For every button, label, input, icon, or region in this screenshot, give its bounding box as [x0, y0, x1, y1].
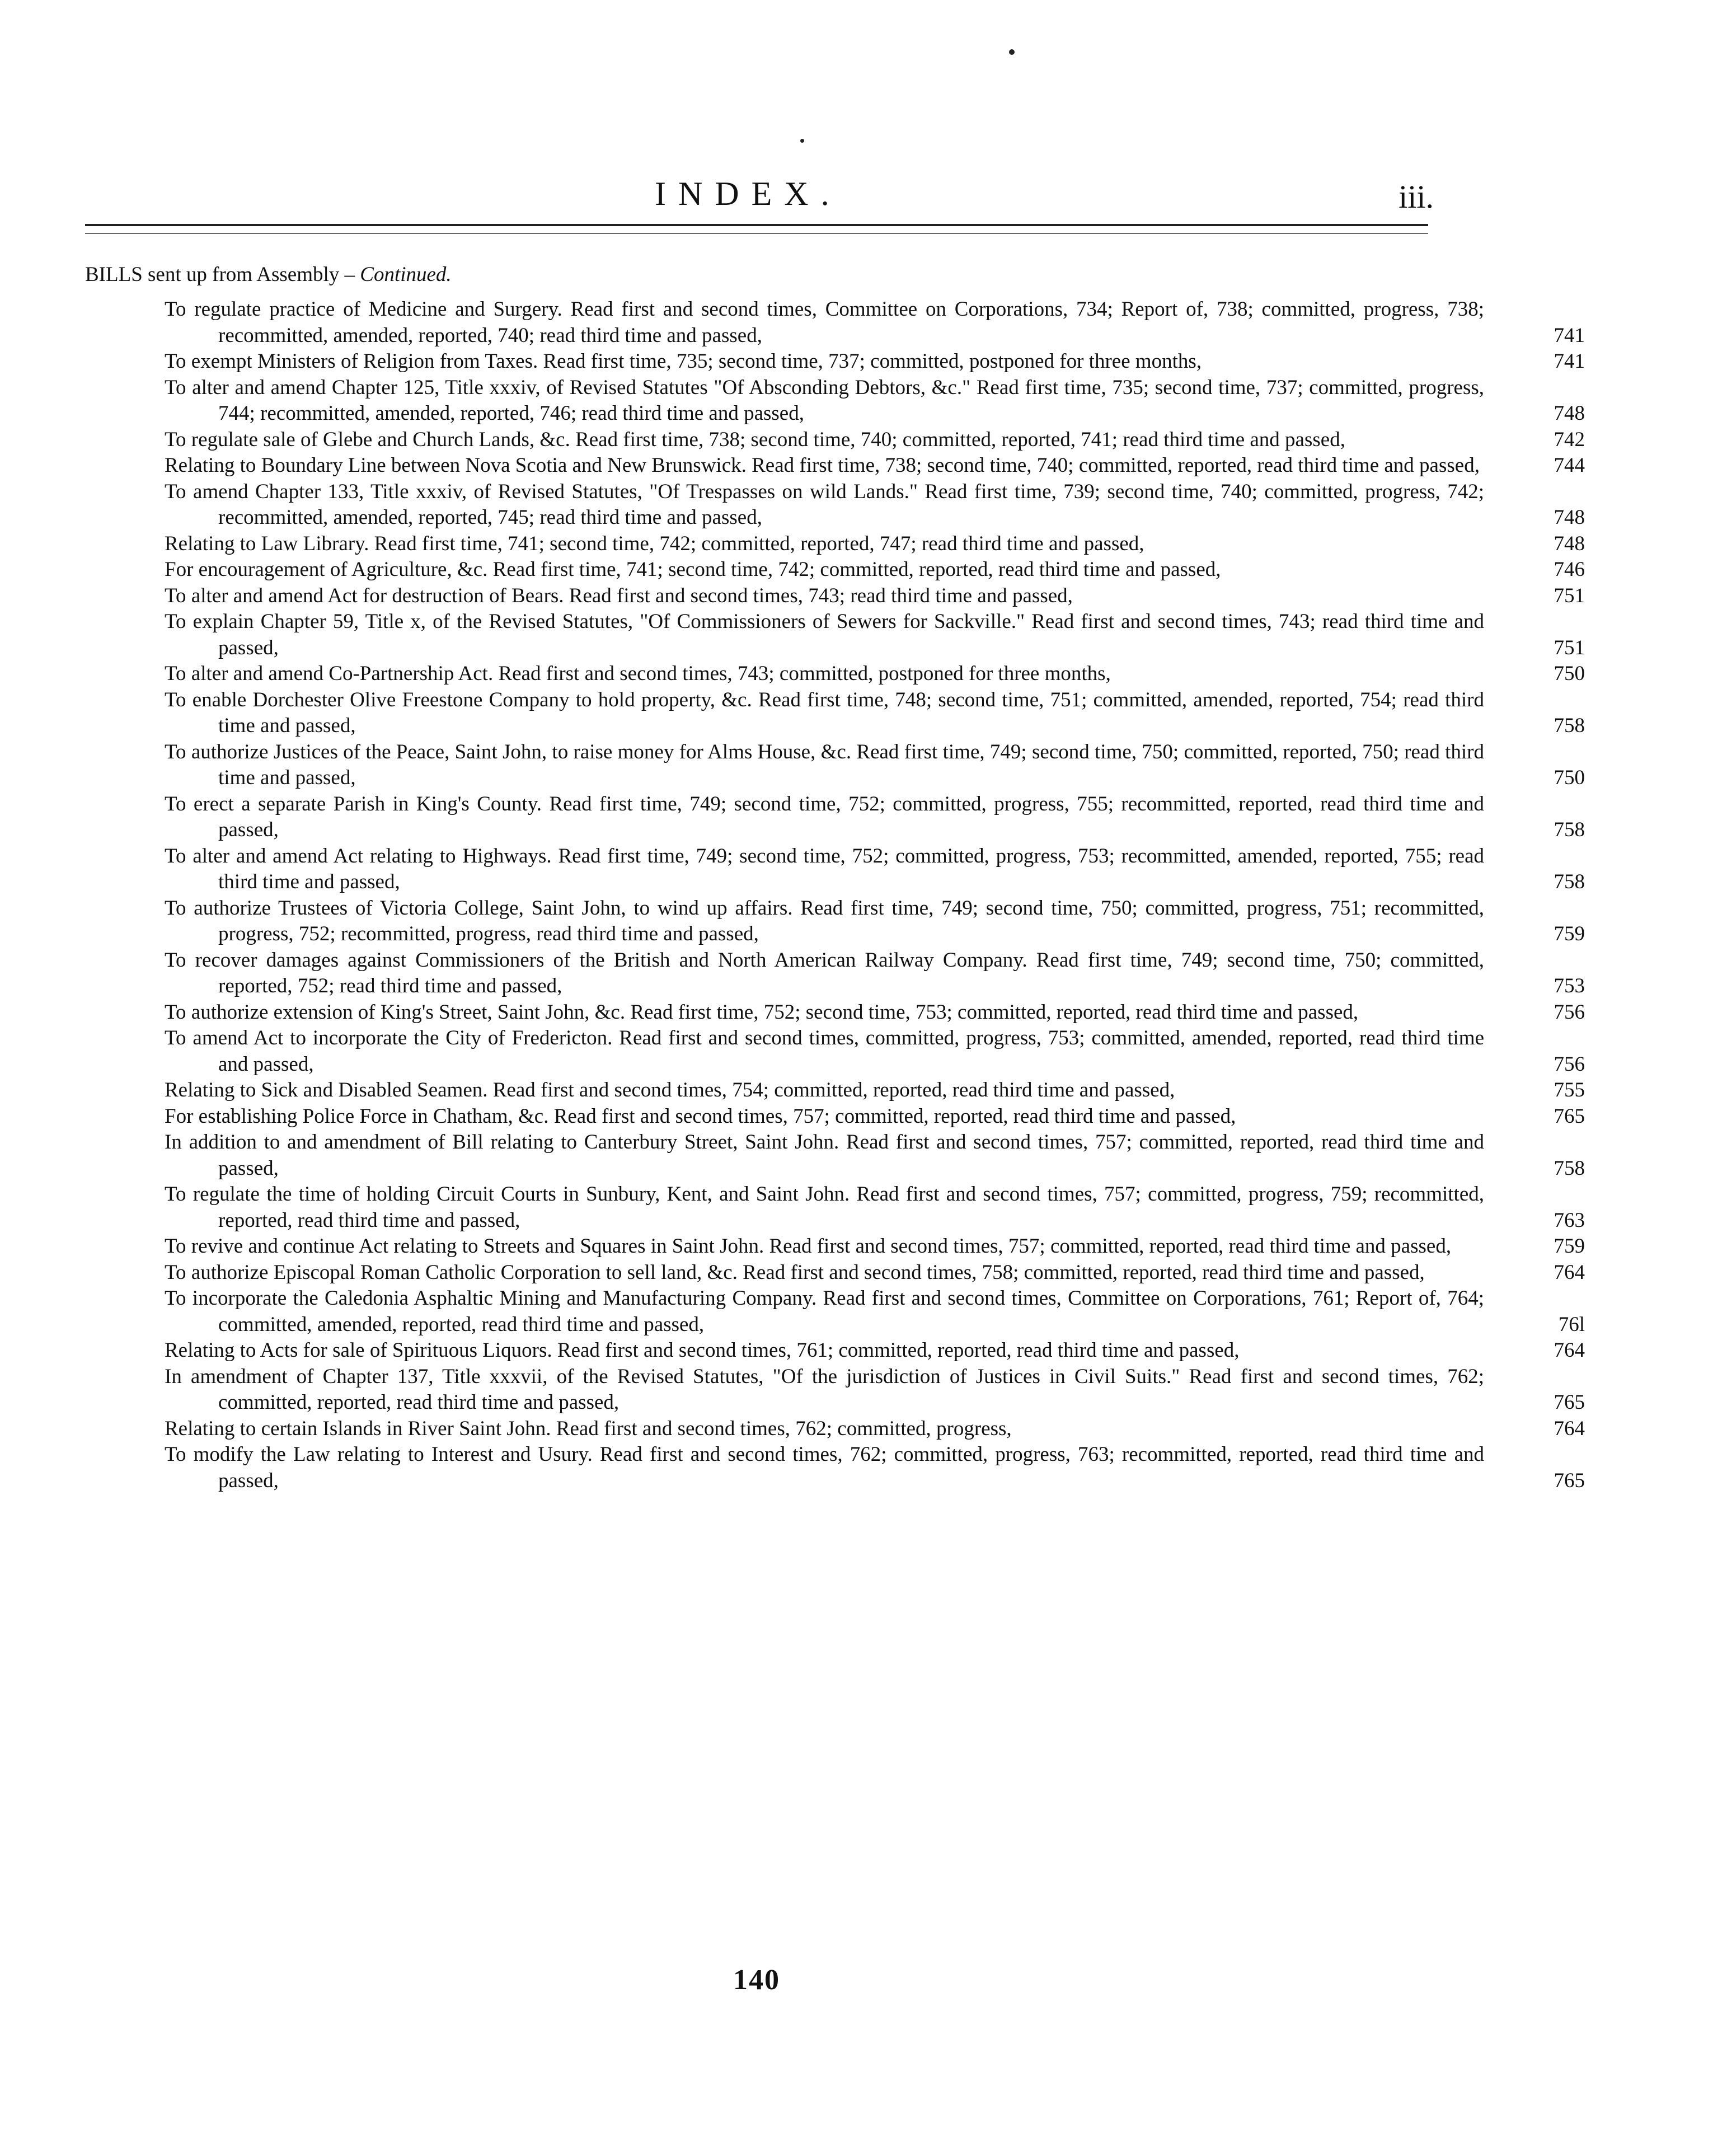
entry-page-number: 753 [1554, 974, 1585, 997]
header-rule [85, 224, 1428, 226]
entry-text: To alter and amend Chapter 125, Title xxxiv, of Revised Statutes "Of Absconding Debtors, &c." Read first time, 735; second time, 737; committed, progress, 744; recommitted, amended, reported, 746; read third time and passed, [165, 376, 1484, 425]
entry-text: To amend Chapter 133, Title xxxiv, of Revised Statutes, "Of Trespasses on wild Lands." Read first time, 739; second time, 740; committed, progress, 742; recommitted, amended, reported, 745; read third time and passed, [165, 480, 1484, 529]
entry-text: Relating to certain Islands in River Saint John. Read first and second times, 762; committed, progress, [165, 1417, 1012, 1440]
index-entry [165, 297, 1585, 349]
entry-page-number: 756 [1554, 1000, 1585, 1024]
entry-page-number: 764 [1554, 1339, 1585, 1362]
index-entry [165, 349, 1585, 375]
page-folio: 140 [733, 1964, 780, 1996]
index-entry [165, 661, 1585, 687]
entry-page-number: 765 [1554, 1391, 1585, 1414]
index-entry [165, 531, 1585, 557]
entry-page-number: 758 [1554, 1156, 1585, 1180]
entry-page-number: 755 [1554, 1079, 1585, 1102]
entry-page-number: 76l [1558, 1313, 1585, 1336]
entry-page-number: 763 [1554, 1208, 1585, 1232]
entry-page-number: 750 [1554, 766, 1585, 789]
ink-speck [800, 139, 804, 143]
entry-page-number: 758 [1554, 818, 1585, 841]
index-entry [165, 843, 1585, 896]
ink-speck [1009, 49, 1015, 55]
entry-page-number: 764 [1554, 1417, 1585, 1440]
index-entry [165, 427, 1585, 453]
entry-text: To alter and amend Act relating to Highways. Read first time, 749; second time, 752; committed, progress, 753; recommitted, amended, reported, 755; read third time and passed, [165, 844, 1484, 893]
index-entry [165, 948, 1585, 1000]
index-entry [165, 479, 1585, 531]
entry-text: Relating to Sick and Disabled Seamen. Read first and second times, 754; committed, reported, read third time and passed, [165, 1079, 1175, 1102]
entry-text: For encouragement of Agriculture, &c. Read first time, 741; second time, 742; committed, reported, read third time and passed, [165, 558, 1221, 581]
index-entry [165, 609, 1585, 661]
entry-page-number: 756 [1554, 1052, 1585, 1076]
index-entry [165, 739, 1585, 791]
entry-page-number: 758 [1554, 870, 1585, 893]
entry-page-number: 765 [1554, 1469, 1585, 1492]
index-entry [165, 791, 1585, 843]
continued-label: Continued. [360, 263, 452, 286]
entry-page-number: 742 [1554, 428, 1585, 451]
page-header [0, 168, 1727, 229]
page-number-roman: iii. [1399, 179, 1434, 215]
index-entry [165, 1182, 1585, 1234]
entry-text: To regulate practice of Medicine and Surgery. Read first and second times, Committee on Corporations, 734; Report of, 738; committed, progress, 738; recommitted, amended, reported, 740; read third time and passed, [165, 298, 1484, 347]
entry-text: Relating to Boundary Line between Nova Scotia and New Brunswick. Read first time, 738; second time, 740; committed, reported, read third time and passed, [165, 454, 1480, 477]
index-entry [165, 687, 1585, 739]
entry-page-number: 765 [1554, 1104, 1585, 1128]
entry-text: To exempt Ministers of Religion from Taxes. Read first time, 735; second time, 737; committed, postponed for three months, [165, 350, 1202, 373]
entry-text: Relating to Law Library. Read first time, 741; second time, 742; committed, reported, 747; read third time and passed, [165, 532, 1144, 555]
entry-page-number: 746 [1554, 558, 1585, 581]
entry-text: To regulate sale of Glebe and Church Lands, &c. Read first time, 738; second time, 740; committed, reported, 741; read third time and passed, [165, 428, 1345, 451]
entry-text: To amend Act to incorporate the City of Fredericton. Read first and second times, committed, progress, 753; committed, amended, reported, read third time and passed, [165, 1027, 1484, 1076]
entry-text: In addition to and amendment of Bill relating to Canterbury Street, Saint John. Read first and second times, 757; committed, reported, read third time and passed, [165, 1131, 1484, 1180]
entry-text: To incorporate the Caledonia Asphaltic Mining and Manufacturing Company. Read first and second times, Committee on Corporations, 761; Report of, 764; committed, amended, reported, read third time and passed, [165, 1287, 1484, 1336]
entry-page-number: 748 [1554, 506, 1585, 529]
page-title: INDEX. [655, 175, 842, 212]
index-entry [165, 557, 1585, 583]
entry-text: To explain Chapter 59, Title x, of the Revised Statutes, "Of Commissioners of Sewers for Sackville." Read first and second times, 743; read third time and passed, [165, 610, 1484, 659]
entry-page-number: 750 [1554, 662, 1585, 685]
index-entry [165, 1000, 1585, 1026]
entry-text: Relating to Acts for sale of Spirituous Liquors. Read first and second times, 761; committed, reported, read third time and passed, [165, 1339, 1240, 1362]
section-heading-text: BILLS sent up from Assembly – [85, 263, 355, 286]
entry-text: To revive and continue Act relating to Streets and Squares in Saint John. Read first and second times, 757; committed, reported, read third time and passed, [165, 1235, 1452, 1258]
entry-text: In amendment of Chapter 137, Title xxxvii, of the Revised Statutes, "Of the jurisdiction of Justices in Civil Suits." Read first and second times, 762; committed, reported, read third time and passed, [165, 1365, 1484, 1414]
entry-text: To authorize Justices of the Peace, Saint John, to raise money for Alms House, &c. Read first time, 749; second time, 750; committed, reported, 750; read third time and passed, [165, 740, 1484, 789]
index-entry [165, 1234, 1585, 1260]
index-entry [165, 1104, 1585, 1130]
index-entry [165, 1364, 1585, 1416]
entry-text: To authorize Episcopal Roman Catholic Corporation to sell land, &c. Read first and second times, 758; committed, reported, read third time and passed, [165, 1260, 1425, 1284]
index-entry [165, 1338, 1585, 1364]
index-entry [165, 1025, 1585, 1077]
entry-page-number: 751 [1554, 636, 1585, 659]
section-heading [85, 262, 452, 288]
index-entry [165, 1442, 1585, 1494]
index-entry [165, 896, 1585, 948]
entry-page-number: 764 [1554, 1260, 1585, 1284]
index-entry [165, 453, 1585, 479]
entry-text: To regulate the time of holding Circuit Courts in Sunbury, Kent, and Saint John. Read first and second times, 757; committed, progress, 759; recommitted, reported, read third time and passed, [165, 1183, 1484, 1232]
entry-page-number: 748 [1554, 402, 1585, 425]
entry-page-number: 741 [1554, 324, 1585, 347]
entry-page-number: 741 [1554, 350, 1585, 373]
entry-page-number: 759 [1554, 922, 1585, 945]
entry-text: To modify the Law relating to Interest and Usury. Read first and second times, 762; committed, progress, 763; recommitted, reported, read third time and passed, [165, 1443, 1484, 1492]
entry-page-number: 759 [1554, 1235, 1585, 1258]
index-entry [165, 1286, 1585, 1338]
index-entry [165, 1077, 1585, 1104]
index-entry [165, 1416, 1585, 1442]
entry-page-number: 744 [1554, 454, 1585, 477]
entry-text: To recover damages against Commissioners of the British and North American Railway Company. Read first time, 749; second time, 750; committed, reported, 752; read third time and passed, [165, 948, 1484, 997]
index-entry [165, 1260, 1585, 1286]
index-entry [165, 583, 1585, 610]
entry-text: To authorize Trustees of Victoria College, Saint John, to wind up affairs. Read first time, 749; second time, 750; committed, progress, 751; recommitted, progress, 752; recommitted, progress, read third time and passed, [165, 896, 1484, 945]
index-entry [165, 1129, 1585, 1182]
entry-text: To enable Dorchester Olive Freestone Company to hold property, &c. Read first time, 748; second time, 751; committed, amended, reported, 754; read third time and passed, [165, 688, 1484, 737]
index-entry [165, 375, 1585, 427]
entry-page-number: 758 [1554, 714, 1585, 737]
entry-text: To alter and amend Co-Partnership Act. Read first and second times, 743; committed, postponed for three months, [165, 662, 1111, 685]
entry-page-number: 751 [1554, 584, 1585, 607]
bills-index-list [0, 297, 1727, 1494]
entry-text: To authorize extension of King's Street, Saint John, &c. Read first time, 752; second time, 753; committed, reported, read third time and passed, [165, 1000, 1359, 1024]
entry-page-number: 748 [1554, 532, 1585, 555]
header-rule [85, 233, 1428, 234]
entry-text: To alter and amend Act for destruction of Bears. Read first and second times, 743; read third time and passed, [165, 584, 1073, 607]
entry-text: To erect a separate Parish in King's County. Read first time, 749; second time, 752; committed, progress, 755; recommitted, reported, read third time and passed, [165, 792, 1484, 841]
entry-text: For establishing Police Force in Chatham, &c. Read first and second times, 757; committed, reported, read third time and passed, [165, 1104, 1236, 1128]
